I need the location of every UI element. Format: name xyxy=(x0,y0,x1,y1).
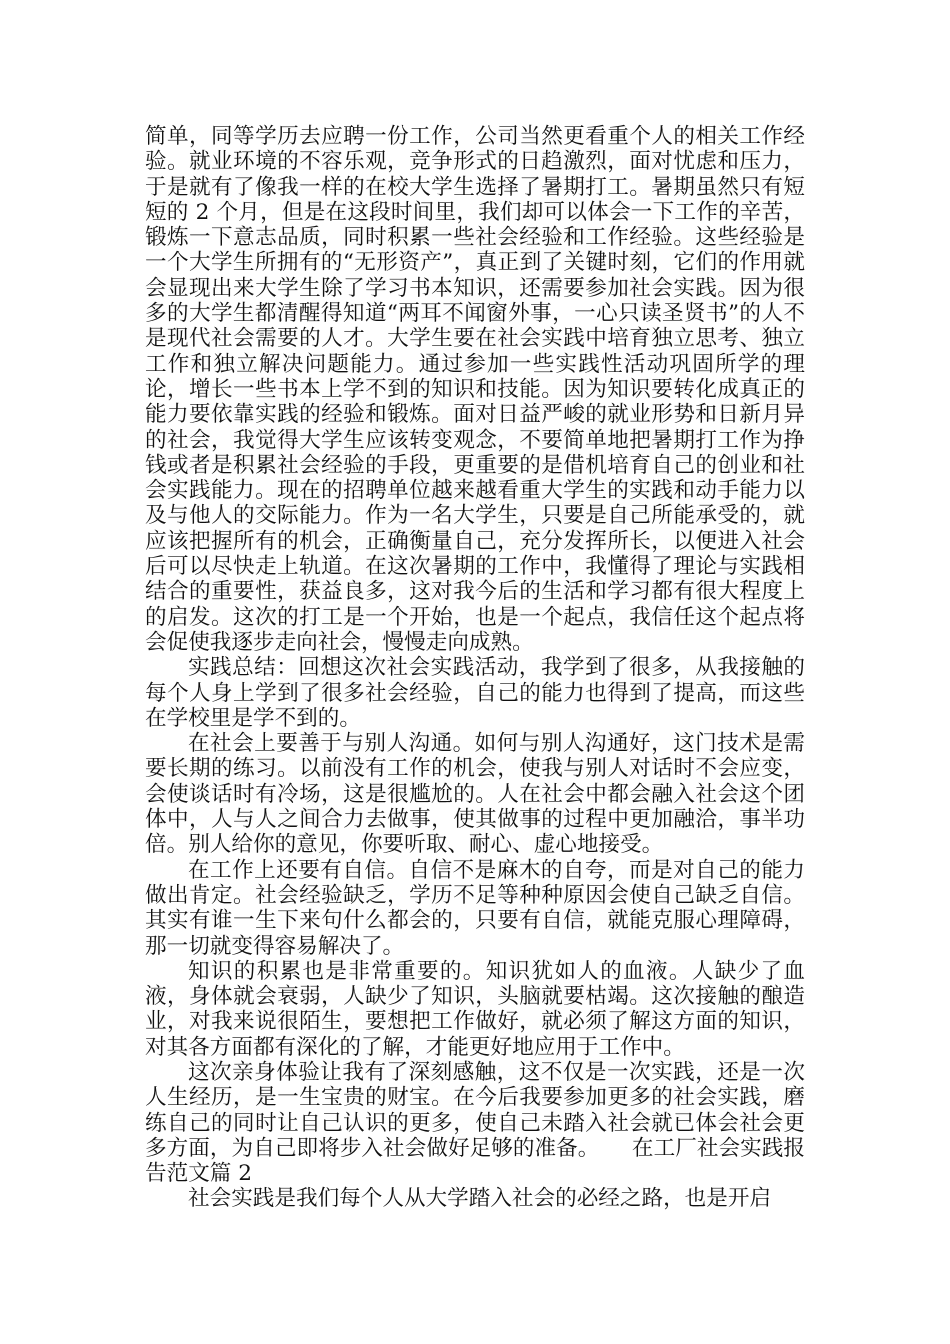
paragraph-5: 知识的积累也是非常重要的。知识犹如人的血液。人缺少了血液，身体就会衰弱，人缺少了知识，头脑就要枯竭。这次接触的酿造业，对我来说很陌生，要想把工作做好，就必须了解这方面的知识，对其各方面都有深化的了解，才能更好地应用于工作中。 xyxy=(145,958,805,1060)
paragraph-3: 在社会上要善于与别人沟通。如何与别人沟通好，这门技术是需要长期的练习。以前没有工作的机会，使我与别人对话时不会应变，会使谈话时有冷场，这是很尴尬的。人在社会中都会融入社会这个团体中，人与人之间合力去做事，使其做事的过程中更加融洽，事半功倍。别人给你的意见，你要听取、耐心、虚心地接受。 xyxy=(145,731,805,858)
paragraph-1: 简单，同等学历去应聘一份工作，公司当然更看重个人的相关工作经验。就业环境的不容乐观，竞争形式的日趋激烈，面对忧虑和压力，于是就有了像我一样的在校大学生选择了暑期打工。暑期虽然只有短短的 2 个月，但是在这段时间里，我们却可以体会一下工作的辛苦，锻炼一下意志品质，同时积累一些社会经验和工作经验。这些经验是一个大学生所拥有的“无形资产”，真正到了关键时刻，它们的作用就会显现出来大学生除了学习书本知识，还需要参加社会实践。因为很多的大学生都清醒得知道“两耳不闻窗外事，一心只读圣贤书”的人不是现代社会需要的人才。大学生要在社会实践中培育独立思考、独立工作和独立解决问题能力。通过参加一些实践性活动巩固所学的理论，增长一些书本上学不到的知识和技能。因为知识要转化成真正的能力要依靠实践的经验和锻炼。面对日益严峻的就业形势和日新月异的社会，我觉得大学生应该转变观念，不要简单地把暑期打工作为挣钱或者是积累社会经验的手段，更重要的是借机培育自己的创业和社会实践能力。现在的招聘单位越来越看重大学生的实践和动手能力以及与他人的交际能力。作为一名大学生，只要是自己所能承受的，就应该把握所有的机会，正确衡量自己，充分发挥所长，以便进入社会后可以尽快走上轨道。在这次暑期的工作中，我懂得了理论与实践相结合的重要性，获益良多，这对我今后的生活和学习都有很大程度上的启发。这次的打工是一个开始，也是一个起点，我信任这个起点将会促使我逐步走向社会，慢慢走向成熟。 xyxy=(145,124,805,655)
paragraph-7: 社会实践是我们每个人从大学踏入社会的必经之路，也是开启 xyxy=(188,1186,772,1212)
paragraph-4: 在工作上还要有自信。自信不是麻木的自夸，而是对自己的能力做出肯定。社会经验缺乏，学历不足等种种原因会使自己缺乏自信。其实有谁一生下来句什么都会的，只要有自信，就能克服心理障碍，那一切就变得容易解决了。 xyxy=(145,857,805,959)
document-body xyxy=(145,124,805,1212)
paragraph-2: 实践总结：回想这次社会实践活动，我学到了很多，从我接触的每个人身上学到了很多社会经验，自己的能力也得到了提高，而这些在学校里是学不到的。 xyxy=(145,655,805,731)
paragraph-6: 这次亲身体验让我有了深刻感触，这不仅是一次实践，还是一次人生经历，是一生宝贵的财宝。在今后我要参加更多的社会实践，磨练自己的同时让自己认识的更多，使自己未踏入社会就已体会社会更多方面，为自己即将步入社会做好足够的准备。 在工厂社会实践报告范文篇 2 xyxy=(145,1059,805,1187)
